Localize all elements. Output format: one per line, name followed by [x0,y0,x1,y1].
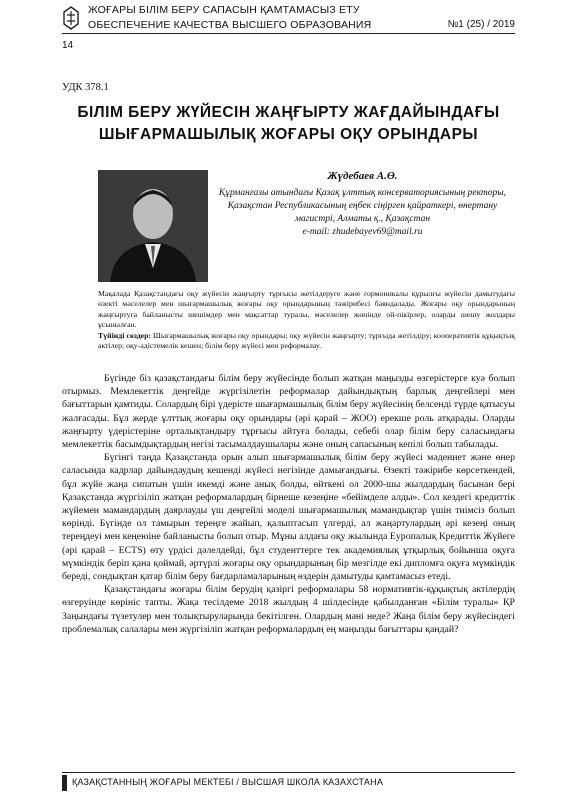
issue-number: №1 (25) / 2019 [447,19,515,30]
page-number: 14 [62,40,74,51]
article-title: БІЛІМ БЕРУ ЖҮЙЕСІН ЖАҢҒЫРТУ ЖАҒДАЙЫНДАҒЫ ШЫҒАРМАШЫЛЫҚ ЖОҒАРЫ ОҚУ ОРЫНДАРЫ [77,104,500,143]
author-name: Жүдебаев А.Ө. [327,170,398,182]
abstract: Мақалада Қазақстандағы оқу жүйесін жаңғырту тұрғысы жетілдеруге және гормоникалы құрылғы жүйесін дамытудағы өзекті мәселелер мен шығармашылық жоғары оқу орындарының тәжірибесі баяндалады. Жоғары оқу орындарының жаңғыртуға байланысты шешімдер мен мақсаттар туралы, мәселелер жөнінде ой-пікірлер, оларды шешу жолдары ұсынылған. [98,289,515,330]
footer-bar [62,775,67,791]
header-divider [62,33,515,34]
udk-code: УДК 378.1 [62,82,109,93]
keywords-text: Шығармашылық жоғары оқу орындары; оқу жүйесін жаңғырту; тұрғыда жетілдіру; кооперативтік құқықтық актілер; оқу-әдістемелік кешен; білім беру жүйесі мен реформалау. [98,331,515,351]
footer-divider [62,772,515,773]
journal-logo-icon [62,6,80,30]
keywords-block [98,331,515,352]
body-paragraph-2: Бүгінгі таңда Қазақстанда орын алып шығармашылық білім беру жүйесі мәдениет және өнер саласында кадрлар дайындаудың кешенді жүйесі негізінде дамығандығы. Өзекті тәжірибе көрсеткендей, бұл жүйе жаңа сипатын үшін икемді және анық болды, өйткені ол 2000-шы жылдардың басынан бері Қазақстанда жүргізіліп жатқан реформалардың бірнеше кезеңіне «бейімделе алды». Сол кездегі кредиттік жүйемен мамандардың даярлауды үш деңгейлі моделі шығармашылық мамандықтар үшін тиімсіз болып көрінді. Бүгінде ол тамырын тереңге жайып, қалыптасып үлгерді, ал жаңартулардың әрі кезеңі оның тереңдеуі мен кеңеюіне байланысты болып отыр. Мұны алдағы оқу жылында Еуропалық Кредиттік Жүйеге (әрі қарай – ECTS) өту үрдісі дәлелдейді, бұл студенттерге тек академиялық ұтқырлық бойынша оқуға мүмкіндік беріп қана қоймай, әртүрлі жоғары оқу орындарының бір мезгілде екі дипломға оқуға мүмкіндік береді, сондықтан қатар білім беру бағдарламаларының өздерін дамытуды қамтамасыз етеді. [62,452,515,583]
author-affiliation: Құрманғазы атындағы Қазақ ұлттық консерваториясының ректоры, Қазақстан Республикасының еңбек сіңірген қайраткері, өнертану магистрі, Алматы қ., Қазақстан [218,188,507,224]
body-paragraph-1: Бүгінде біз қазақстандағы білім беру жүйесінде болып жатқан маңызды өзгерістерге куә болып отырмыз. Мемлекеттік деңгейде жүргізілетін реформалар дайындықтың барлық деңгейлері мен бағыттарын қамтиды. Солардың бірі үдерісте шығармашылық білім беру жүйесінің белсенді түрде қатысуы жалғасады. Бұл жерде ұлттық жоғары оқу орындары (әрі қарай – ЖОО) ерекше роль атқарады. Оларды жаңғырту үдерістеріне орталықтандыру тұрғысы айтуға болады, себебі олар білім беру саласындағы мемлекеттік басымдықтардың негізі тасымалдаушылары және оның сапасының кепілі болып табылады. [62,373,515,451]
author-photo [98,170,208,282]
article-body [62,372,515,636]
journal-title-kz: ЖОҒАРЫ БІЛІМ БЕРУ САПАСЫН ҚАМТАМАСЫЗ ЕТУ [88,4,360,16]
author-email[interactable]: e-mail: zhudebayev69@mail.ru [302,227,423,237]
author-block [210,170,515,239]
footer-journal-name: ҚАЗАҚСТАННЫҢ ЖОҒАРЫ МЕКТЕБІ / ВЫСШАЯ ШКОЛА КАЗАХСТАНА [72,777,384,787]
journal-title-ru: ОБЕСПЕЧЕНИЕ КАЧЕСТВА ВЫСШЕГО ОБРАЗОВАНИЯ [88,19,372,31]
body-paragraph-3: Қазақстандағы жоғары білім берудің қазіргі реформалары 58 нормативтік-құқықтық актілердің өзгеруінде көрініс тапты. Жақа тесілдеме 2018 жылдың 4 шілдесінде қабылданған «Білім туралы» ҚР Заңындағы түзетулер мен толықтыруларында бекітілген. Олардың мәні неде? Жаңа білім беру жүйесіндегі проблемалық салалары мен жүргізіліп жатқан реформалардың ең маңызды бағыттары қандай? [62,584,515,635]
keywords-label: Түйінді сөздер: [98,331,152,340]
